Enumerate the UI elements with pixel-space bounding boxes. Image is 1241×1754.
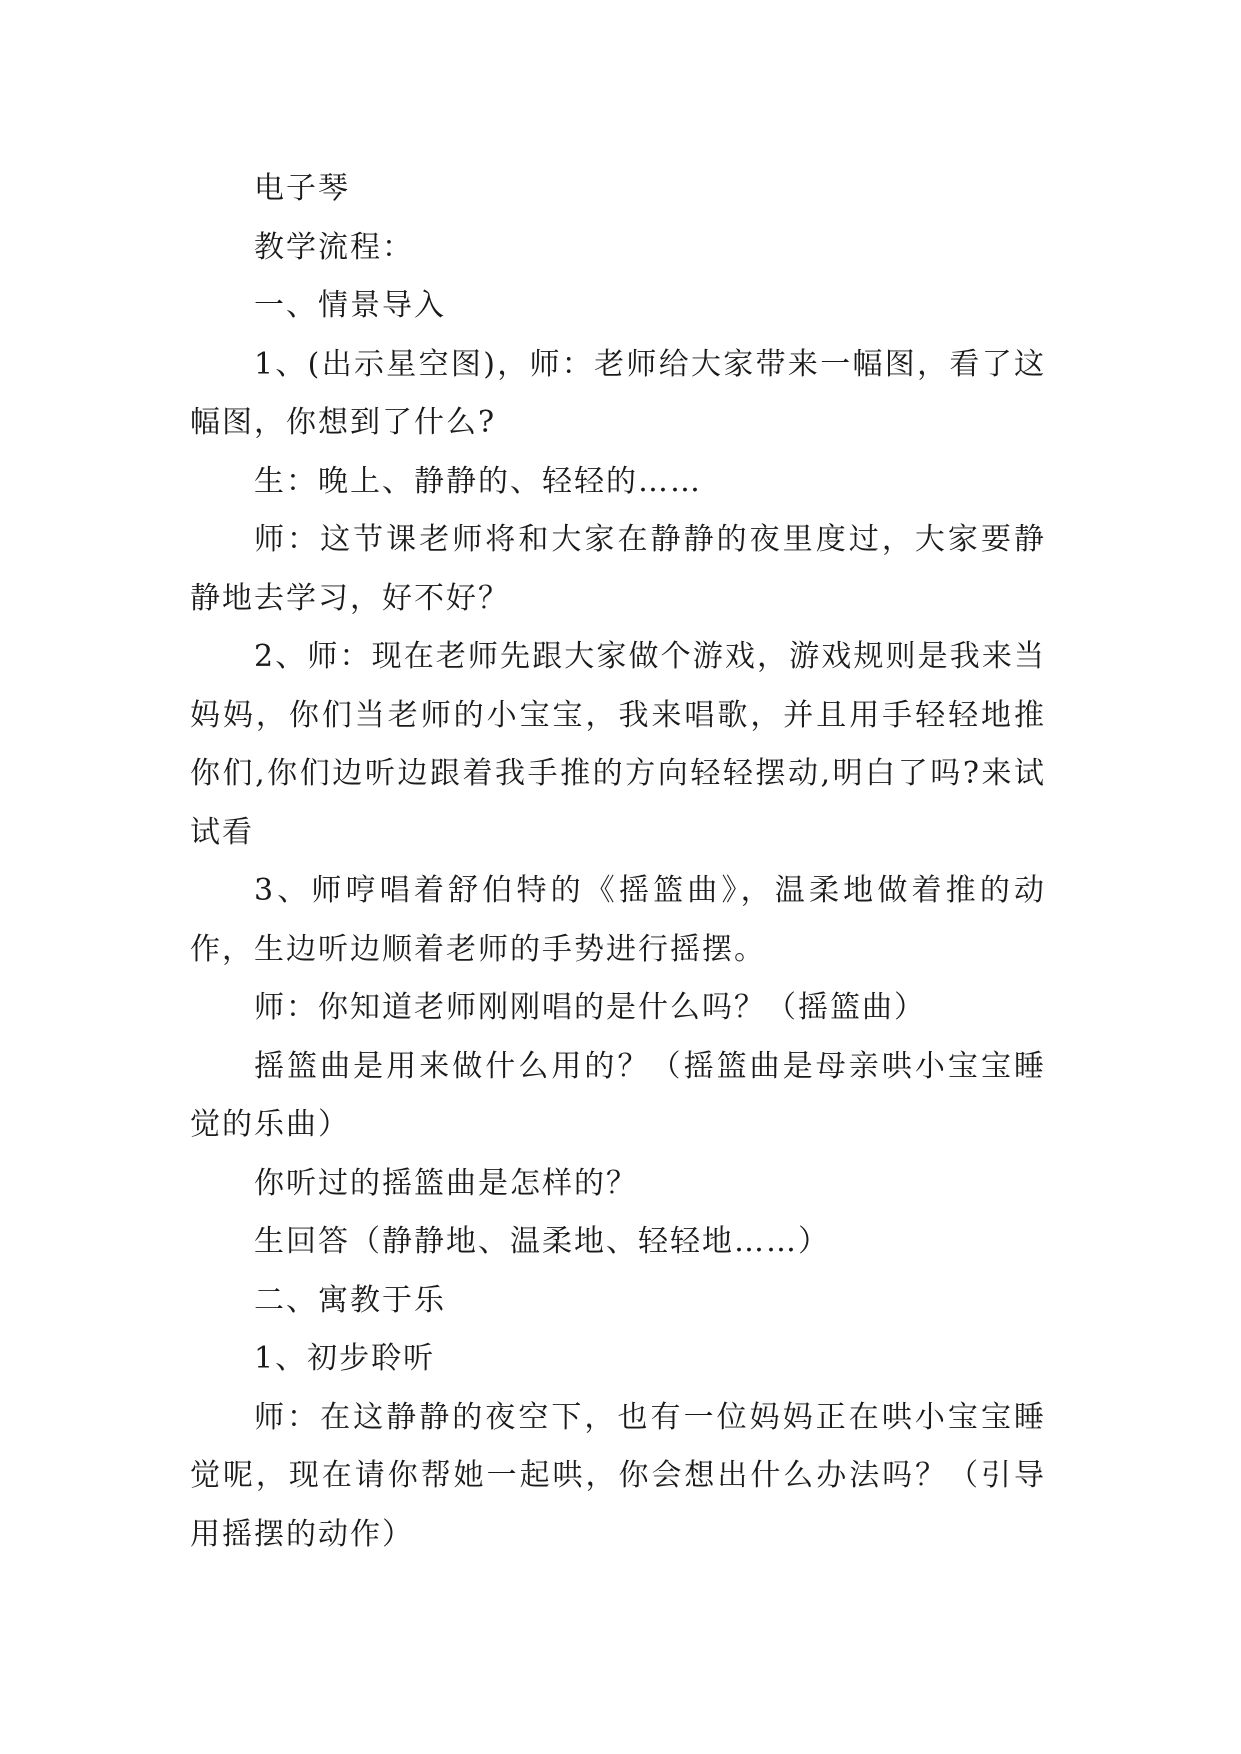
paragraph: 你听过的摇篮曲是怎样的？ <box>254 1165 638 1201</box>
paragraph: 师：你知道老师刚刚唱的是什么吗？（摇篮曲） <box>254 990 926 1025</box>
paragraph: 师：这节课老师将和大家在静静的夜里度过，大家要静静地去学习，好不好？ <box>190 522 1046 616</box>
paragraph-teaching-process: 教学流程： <box>254 229 414 265</box>
document-body <box>190 160 1046 1564</box>
paragraph: 生回答（静静地、温柔地、轻轻地……） <box>254 1224 830 1259</box>
paragraph: 2、师：现在老师先跟大家做个游戏，游戏规则是我来当妈妈，你们当老师的小宝宝，我来唱歌，并且用手轻轻地推你们,你们边听边跟着我手推的方向轻轻摆动,明白了吗?来试试看 <box>190 639 1046 850</box>
paragraph: 1、(出示星空图)，师：老师给大家带来一幅图，看了这幅图，你想到了什么? <box>190 346 1046 440</box>
section-heading-2: 二、寓教于乐 <box>254 1282 446 1318</box>
paragraph-instrument: 电子琴 <box>254 171 350 206</box>
subsection-heading: 1、初步聆听 <box>254 1341 436 1376</box>
section-heading-1: 一、情景导入 <box>254 288 446 323</box>
paragraph: 摇篮曲是用来做什么用的？（摇篮曲是母亲哄小宝宝睡觉的乐曲） <box>190 1048 1046 1142</box>
paragraph: 生：晚上、静静的、轻轻的…… <box>254 463 702 499</box>
paragraph: 师：在这静静的夜空下，也有一位妈妈正在哄小宝宝睡觉呢，现在请你帮她一起哄，你会想出什么办法吗？（引导用摇摆的动作） <box>190 1399 1046 1552</box>
paragraph: 3、师哼唱着舒伯特的《摇篮曲》，温柔地做着推的动作，生边听边顺着老师的手势进行摇摆。 <box>190 873 1046 967</box>
